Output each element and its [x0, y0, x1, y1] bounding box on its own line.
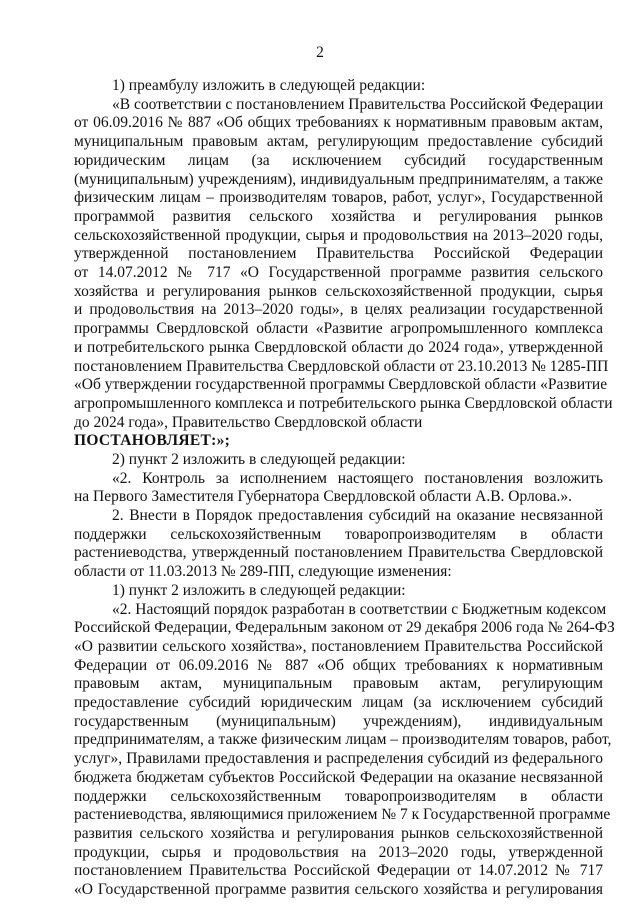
text-line: программой развития сельского хозяйства и регулирования рынков: [74, 207, 603, 225]
text-line: предпринимателям, а также физическим лицам – производителям товаров, работ,: [74, 731, 612, 749]
text-line: утвержденной постановлением Правительства Российской Федерации: [74, 245, 603, 263]
text-line: хозяйства и регулирования рынков сельскохозяйственной продукции, сырья: [74, 282, 603, 300]
text-line: «2. Настоящий порядок разработан в соответствии с Бюджетным кодексом: [112, 600, 607, 618]
text-line: 1) пункт 2 изложить в следующей редакции:: [112, 581, 406, 599]
text-line: услуг», Правилами предоставления и распределения субсидий из федерального: [74, 750, 603, 768]
text-line: предоставление субсидий юридическим лицам (за исключением субсидий: [74, 694, 603, 711]
text-line: государственным (муниципальным) учреждениям), индивидуальным: [74, 712, 603, 730]
text-line: постановлением Правительства Свердловской области от 23.10.2013 № 1285-ПП: [74, 357, 609, 375]
text-line: Федерации от 06.09.2016 № 887 «Об общих требованиях к нормативным: [74, 656, 603, 674]
text-line: 1) преамбулу изложить в следующей редакции:: [112, 77, 426, 94]
text-line: продукции, сырья и продовольствия на 2013–2020 годы, утвержденной: [74, 843, 603, 861]
text-line: сельскохозяйственной продукции, сырья и продовольствия на 2013–2020 годы,: [74, 226, 603, 244]
text-line: на Первого Заместителя Губернатора Свердловской области А.В. Орлова.».: [74, 488, 573, 506]
text-line: поддержки сельскохозяйственным товаропроизводителям в области: [74, 525, 603, 543]
text-line: программы Свердловской области «Развитие агропромышленного комплекса: [74, 320, 603, 338]
text-line: юридическим лицам (за исключением субсидий государственным: [74, 151, 603, 169]
text-line: 2) пункт 2 изложить в следующей редакции:: [112, 451, 406, 468]
text-line: поддержки сельскохозяйственным товаропроизводителям в области: [74, 787, 603, 805]
page-number: 2: [316, 44, 324, 61]
text-line: и потребительского рынка Свердловской области до 2024 года», утвержденной: [74, 338, 603, 356]
text-line: области от 11.03.2013 № 289-ПП, следующие изменения:: [74, 563, 452, 581]
text-line: муниципальным правовым актам, регулирующим предоставление субсидий: [74, 133, 603, 151]
text-line: «О Государственной программе развития сельского хозяйства и регулирования: [74, 881, 603, 898]
text-line: от 14.07.2012 № 717 «О Государственной программе развития сельского: [74, 264, 603, 281]
decree-heading: ПОСТАНОВЛЯЕТ:»;: [74, 432, 231, 450]
text-line: развития сельского хозяйства и регулирования рынков сельскохозяйственной: [74, 824, 603, 842]
text-line: физическим лицам – производителям товаров, работ, услуг», Государственной: [74, 189, 603, 207]
text-line: постановлением Правительства Российской Федерации от 14.07.2012 № 717: [74, 862, 603, 880]
text-line: до 2024 года», Правительство Свердловской области: [74, 413, 423, 431]
text-line: от 06.09.2016 № 887 «Об общих требованиях к нормативным правовым актам,: [74, 114, 603, 132]
text-line: (муниципальным) учреждениям), индивидуальным предпринимателям, а также: [74, 170, 603, 188]
text-line: и продовольствия на 2013–2020 годы», в целях реализации государственной: [74, 301, 603, 319]
text-line: 2. Внести в Порядок предоставления субсидий на оказание несвязанной: [112, 507, 603, 524]
text-line: растениеводства, являющимися приложением № 7 к Государственной программе: [74, 806, 611, 824]
text-line: «В соответствии с постановлением Правительства Российской Федерации: [112, 95, 604, 113]
text-line: «Об утверждении государственной программы Свердловской области «Развитие: [74, 376, 608, 394]
text-line: «О развитии сельского хозяйства», постановлением Правительства Российской: [74, 637, 603, 655]
text-line: правовым актам, муниципальным правовым актам, регулирующим: [74, 675, 603, 693]
text-line: «2. Контроль за исполнением настоящего постановления возложить: [112, 469, 603, 487]
text-line: Российской Федерации, Федеральным законом от 29 декабря 2006 года № 264-ФЗ: [74, 619, 615, 637]
text-line: бюджета бюджетам субъектов Российской Федерации на оказание несвязанной: [74, 768, 603, 786]
text-line: растениеводства, утвержденный постановлением Правительства Свердловской: [74, 544, 603, 562]
text-line: агропромышленного комплекса и потребительского рынка Свердловской области: [74, 394, 613, 412]
